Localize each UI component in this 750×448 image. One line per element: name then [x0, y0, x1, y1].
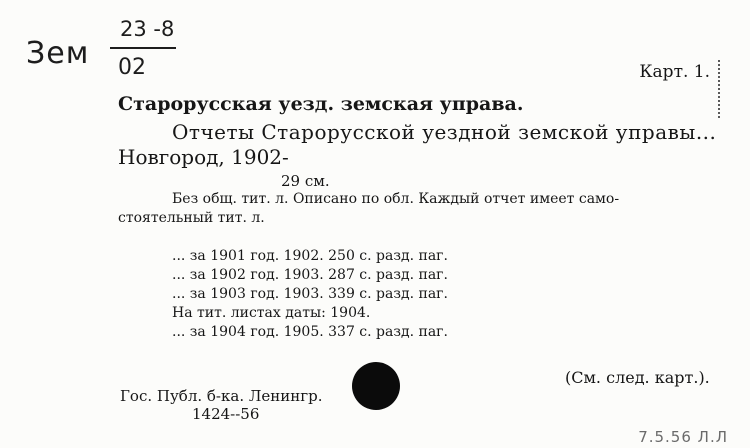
title-line-2: Новгород, 1902-: [118, 145, 289, 169]
date-stamp: 7.5.56 Л.Л: [638, 428, 728, 446]
report-entry: ... за 1903 год. 1903. 339 с. разд. паг.: [172, 286, 448, 302]
punch-hole: [352, 362, 400, 410]
handwritten-prefix: Зем: [26, 36, 90, 71]
corporate-author-heading: Старорусская уезд. земская управа.: [118, 93, 524, 115]
handwritten-fraction-bar: [110, 47, 176, 49]
report-date-note: На тит. листах даты: 1904.: [172, 305, 371, 321]
library-code: 1424--56: [192, 405, 260, 423]
note-line-2: стоятельный тит. л.: [118, 210, 265, 226]
report-entry: ... за 1902 год. 1903. 287 с. разд. паг.: [172, 267, 448, 283]
see-next-card: (См. след. карт.).: [565, 368, 710, 387]
card-number: Карт. 1.: [639, 62, 710, 82]
dimensions: 29 см.: [281, 172, 330, 190]
report-entry: ... за 1904 год. 1905. 337 с. разд. паг.: [172, 324, 448, 340]
edge-mark: [718, 60, 722, 118]
handwritten-denominator: 02: [118, 55, 146, 80]
note-line-1: Без общ. тит. л. Описано по обл. Каждый отчет имеет само-: [172, 191, 620, 207]
handwritten-numerator: 23 -8: [120, 17, 175, 41]
library-name: Гос. Публ. б-ка. Ленингр.: [120, 387, 323, 405]
report-entry: ... за 1901 год. 1902. 250 с. разд. паг.: [172, 248, 448, 264]
title-line-1: Отчеты Старорусской уездной земской управы...: [172, 120, 717, 144]
